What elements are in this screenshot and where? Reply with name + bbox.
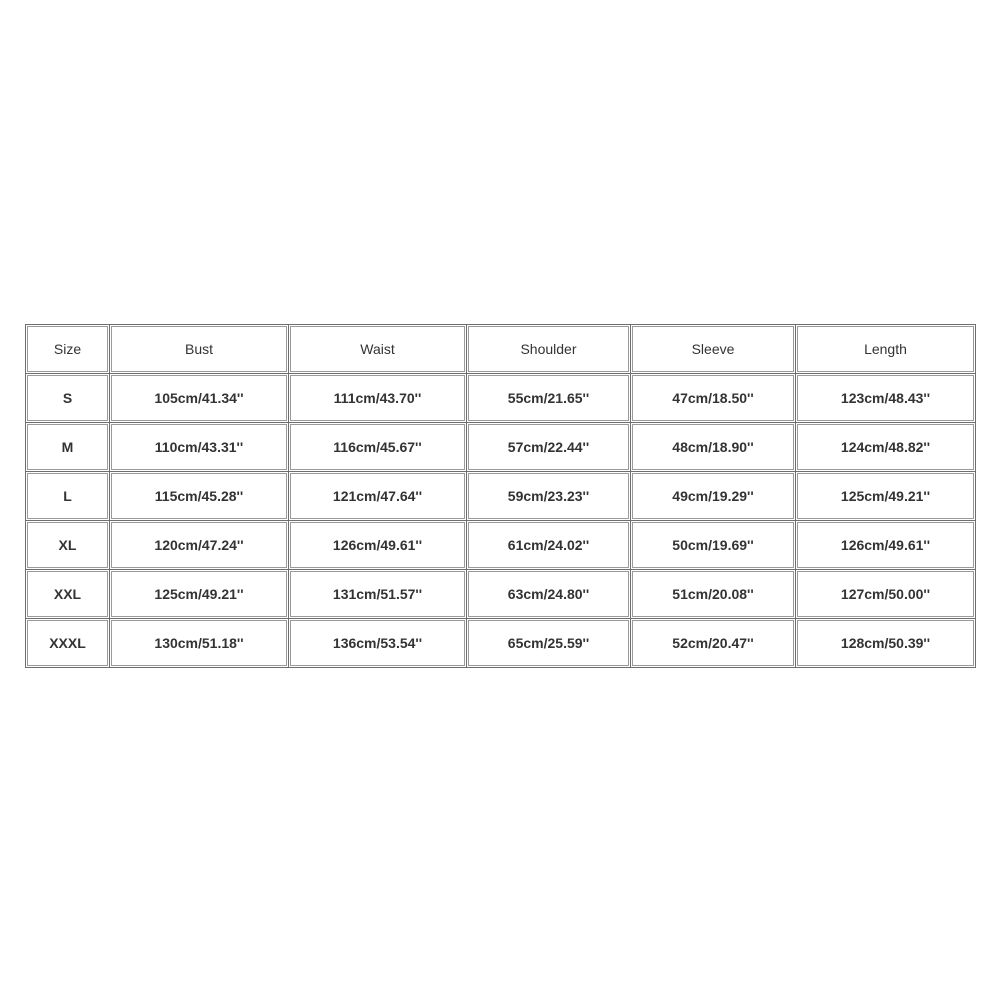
cell-waist: 131cm/51.57'' (289, 570, 467, 619)
cell-bust: 130cm/51.18'' (110, 619, 289, 668)
cell-sleeve: 52cm/20.47'' (631, 619, 796, 668)
cell-bust: 120cm/47.24'' (110, 521, 289, 570)
table-row (26, 619, 976, 668)
cell-length: 125cm/49.21'' (796, 472, 976, 521)
cell-waist: 136cm/53.54'' (289, 619, 467, 668)
cell-size: XXL (26, 570, 110, 619)
cell-length: 126cm/49.61'' (796, 521, 976, 570)
header-waist: Waist (289, 325, 467, 374)
cell-bust: 105cm/41.34'' (110, 374, 289, 423)
cell-sleeve: 47cm/18.50'' (631, 374, 796, 423)
cell-size: M (26, 423, 110, 472)
cell-shoulder: 59cm/23.23'' (467, 472, 631, 521)
cell-size: XL (26, 521, 110, 570)
cell-sleeve: 51cm/20.08'' (631, 570, 796, 619)
cell-size: L (26, 472, 110, 521)
header-bust: Bust (110, 325, 289, 374)
cell-waist: 126cm/49.61'' (289, 521, 467, 570)
cell-bust: 110cm/43.31'' (110, 423, 289, 472)
cell-size: S (26, 374, 110, 423)
cell-shoulder: 55cm/21.65'' (467, 374, 631, 423)
cell-length: 123cm/48.43'' (796, 374, 976, 423)
cell-shoulder: 61cm/24.02'' (467, 521, 631, 570)
cell-size: XXXL (26, 619, 110, 668)
cell-bust: 115cm/45.28'' (110, 472, 289, 521)
cell-waist: 116cm/45.67'' (289, 423, 467, 472)
cell-length: 128cm/50.39'' (796, 619, 976, 668)
cell-length: 127cm/50.00'' (796, 570, 976, 619)
header-length: Length (796, 325, 976, 374)
cell-shoulder: 63cm/24.80'' (467, 570, 631, 619)
table-row (26, 521, 976, 570)
table-row (26, 423, 976, 472)
cell-sleeve: 49cm/19.29'' (631, 472, 796, 521)
cell-shoulder: 65cm/25.59'' (467, 619, 631, 668)
cell-waist: 111cm/43.70'' (289, 374, 467, 423)
table-row (26, 472, 976, 521)
header-size: Size (26, 325, 110, 374)
cell-length: 124cm/48.82'' (796, 423, 976, 472)
cell-waist: 121cm/47.64'' (289, 472, 467, 521)
table-row (26, 374, 976, 423)
header-row (26, 325, 976, 374)
table-row (26, 570, 976, 619)
header-sleeve: Sleeve (631, 325, 796, 374)
cell-sleeve: 48cm/18.90'' (631, 423, 796, 472)
size-chart-table (25, 324, 976, 668)
header-shoulder: Shoulder (467, 325, 631, 374)
cell-bust: 125cm/49.21'' (110, 570, 289, 619)
cell-shoulder: 57cm/22.44'' (467, 423, 631, 472)
cell-sleeve: 50cm/19.69'' (631, 521, 796, 570)
